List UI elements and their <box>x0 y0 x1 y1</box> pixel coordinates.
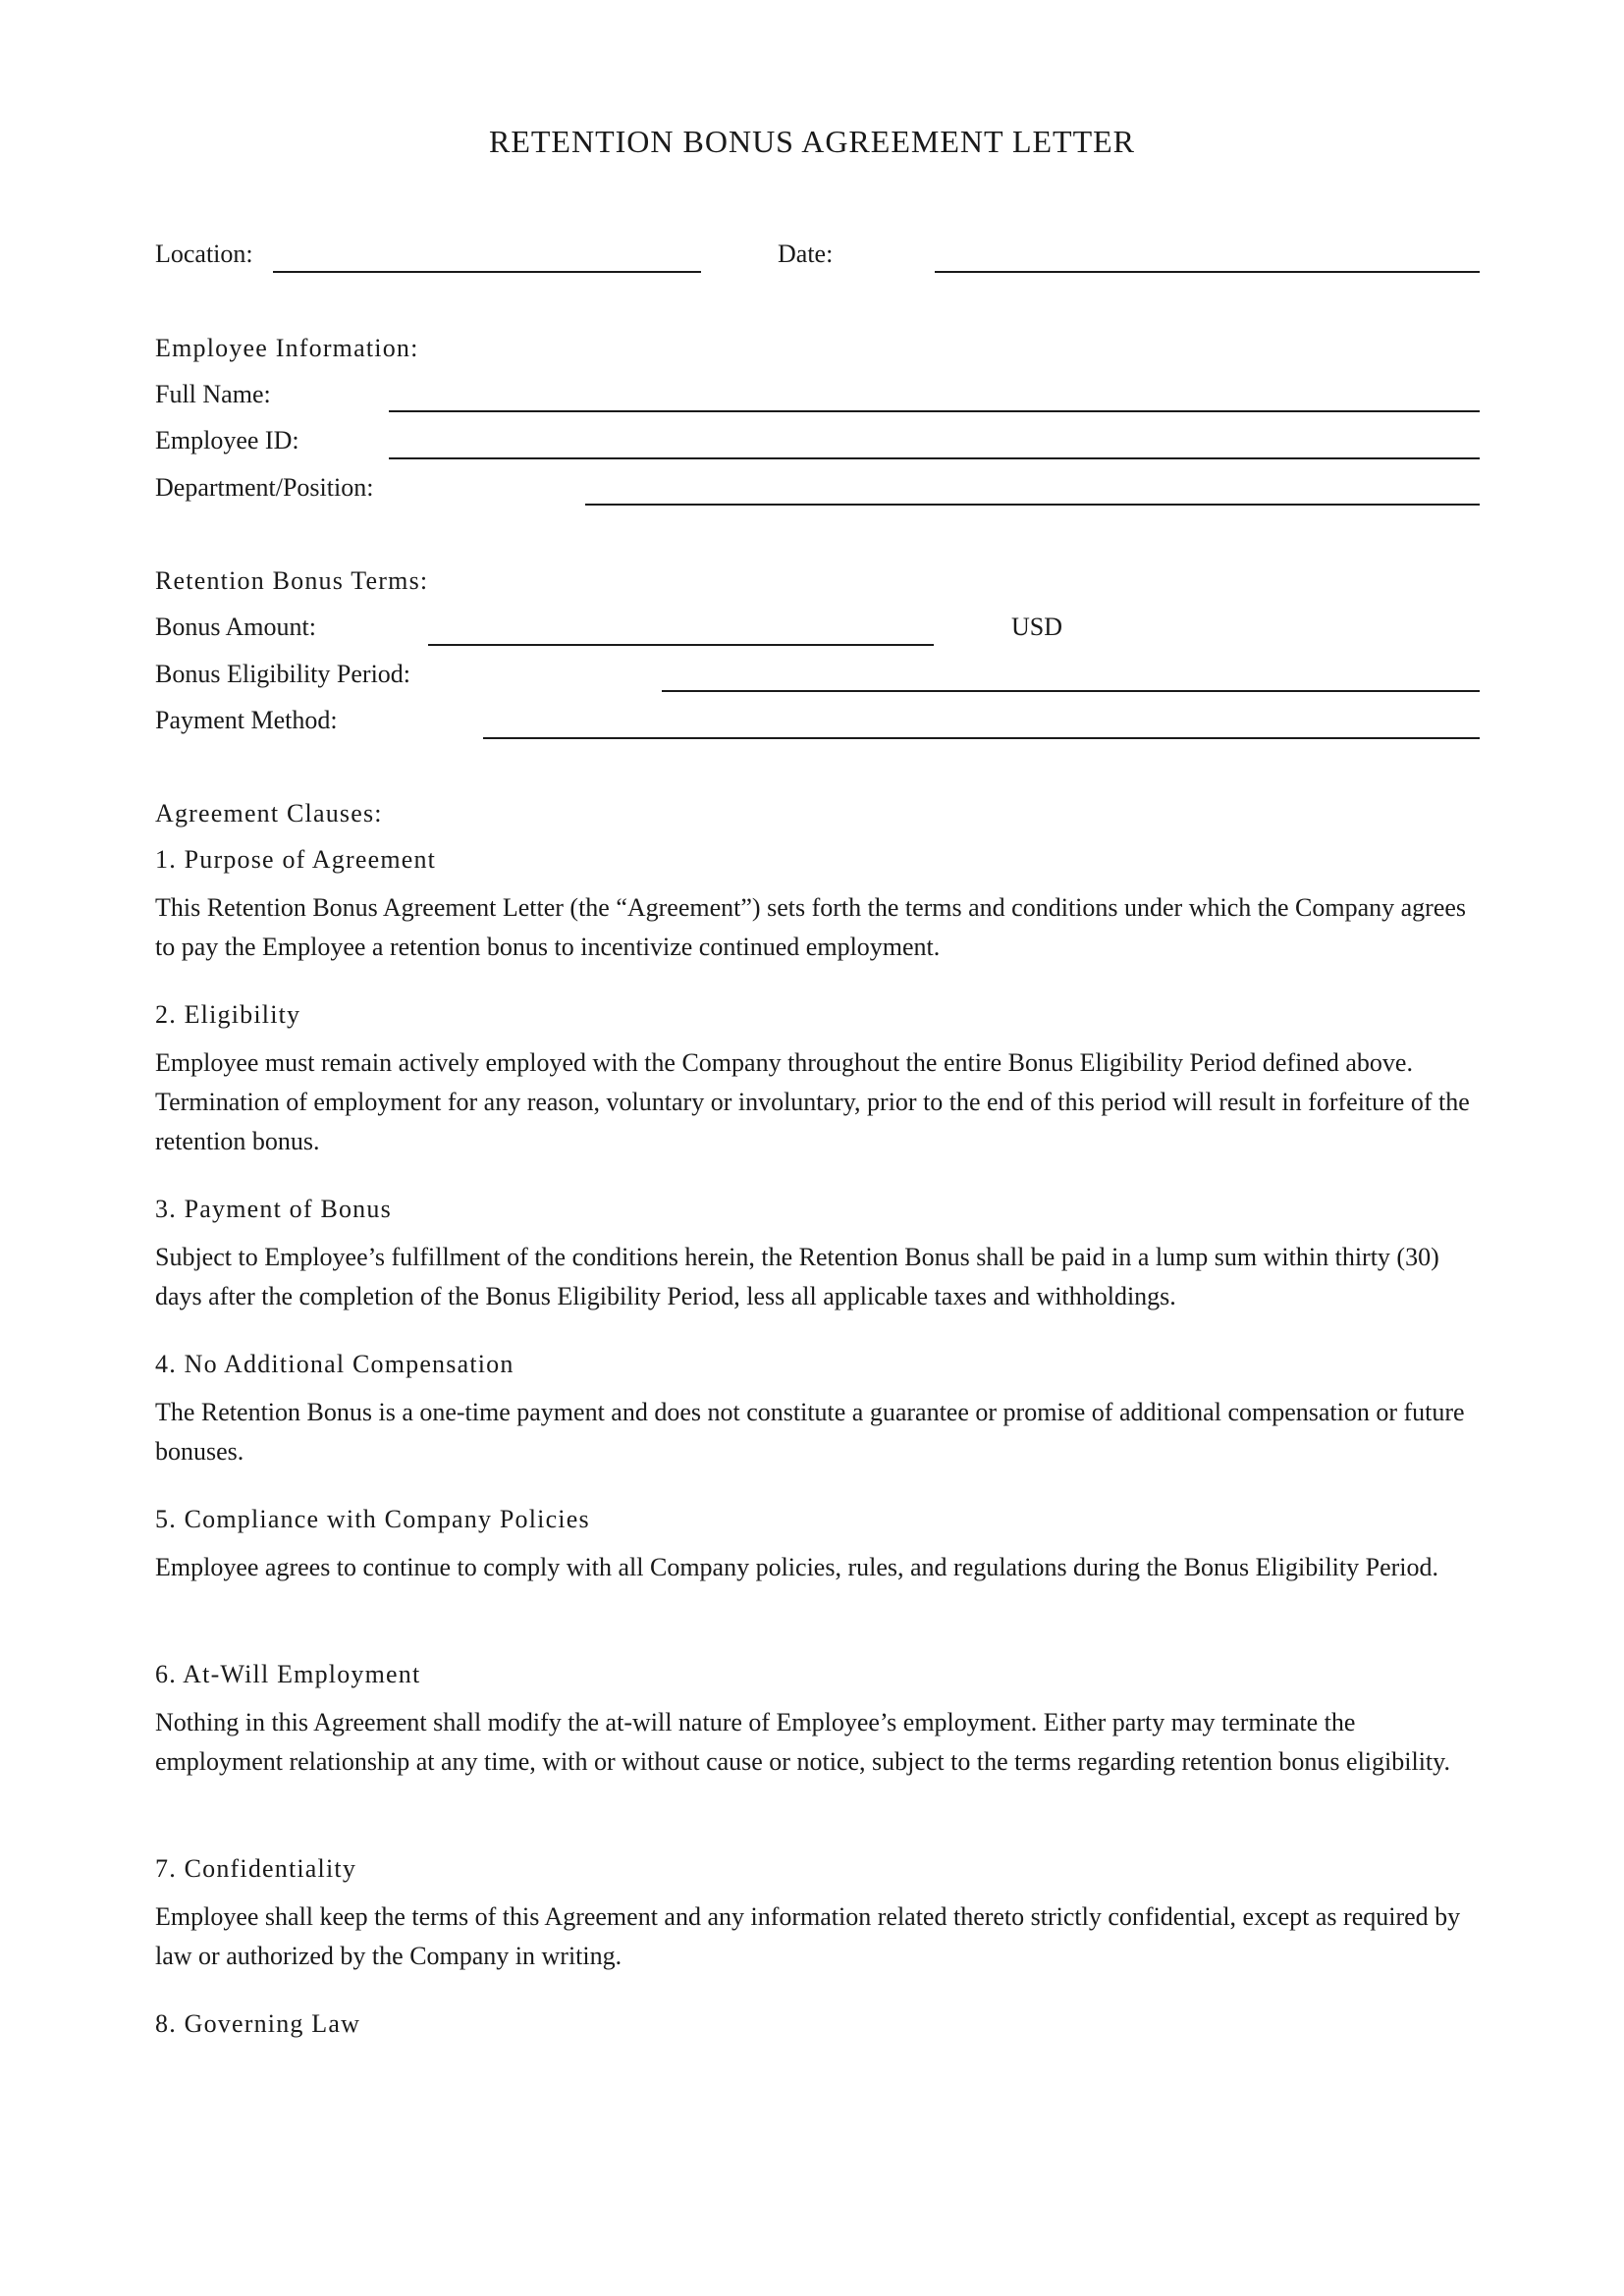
clause-heading: 1. Purpose of Agreement <box>155 845 437 874</box>
payment-method-label: Payment Method: <box>155 706 338 734</box>
clause-heading: 4. No Additional Compensation <box>155 1350 514 1378</box>
currency-label: USD <box>1011 613 1063 641</box>
full-name-label: Full Name: <box>155 380 271 408</box>
clause-body: Employee shall keep the terms of this Agreement and any information related thereto strictly confidential, except as required by law or authorized by the Company in writing. <box>155 1902 1461 1970</box>
clauses-heading: Agreement Clauses: <box>155 799 383 828</box>
location-field-line <box>273 271 701 273</box>
date-field-line <box>935 271 1480 273</box>
employee-id-field-line <box>389 457 1480 459</box>
department-field-line <box>585 504 1480 506</box>
clause-heading: 7. Confidentiality <box>155 1854 357 1883</box>
payment-method-field-line <box>483 737 1480 739</box>
clause-heading: 2. Eligibility <box>155 1000 301 1029</box>
clause-heading: 6. At-Will Employment <box>155 1660 421 1688</box>
clause-body: This Retention Bonus Agreement Letter (the “Agreement”) sets forth the terms and conditions under which the Company agrees to pay the Employee a retention bonus to incentivize continued employment. <box>155 893 1467 961</box>
department-label: Department/Position: <box>155 473 374 502</box>
document-title: RETENTION BONUS AGREEMENT LETTER <box>488 124 1136 159</box>
bonus-amount-label: Bonus Amount: <box>155 613 316 641</box>
clause-body: Nothing in this Agreement shall modify the at-will nature of Employee’s employment. Either party may terminate the employment relationship at any time, with or without cause or notice, subject to the terms regarding retention bonus eligibility. <box>155 1708 1450 1776</box>
eligibility-period-label: Bonus Eligibility Period: <box>155 660 411 688</box>
eligibility-period-field-line <box>662 690 1480 692</box>
clause-heading: 3. Payment of Bonus <box>155 1195 392 1223</box>
clause-body: Subject to Employee’s fulfillment of the conditions herein, the Retention Bonus shall be paid in a lump sum within thirty (30) days after the completion of the Bonus Eligibility Period, less all applicable taxes and withholdings. <box>155 1243 1439 1310</box>
clause-body: The Retention Bonus is a one-time payment and does not constitute a guarantee or promise of additional compensation or future bonuses. <box>155 1398 1465 1466</box>
clause-heading: 8. Governing Law <box>155 2009 361 2038</box>
date-label: Date: <box>778 240 834 268</box>
employee-info-heading: Employee Information: <box>155 334 419 362</box>
clause-heading: 5. Compliance with Company Policies <box>155 1505 590 1533</box>
clause-body: Employee must remain actively employed with the Company throughout the entire Bonus Eligibility Period defined above. Termination of employment for any reason, voluntary or involuntary, prior to the end of this period will result in forfeiture of the retention bonus. <box>155 1048 1470 1155</box>
location-label: Location: <box>155 240 253 268</box>
full-name-field-line <box>389 410 1480 412</box>
employee-id-label: Employee ID: <box>155 426 299 454</box>
clause-body: Employee agrees to continue to comply with all Company policies, rules, and regulations during the Bonus Eligibility Period. <box>155 1553 1438 1581</box>
bonus-terms-heading: Retention Bonus Terms: <box>155 566 429 595</box>
bonus-amount-field-line <box>428 644 934 646</box>
